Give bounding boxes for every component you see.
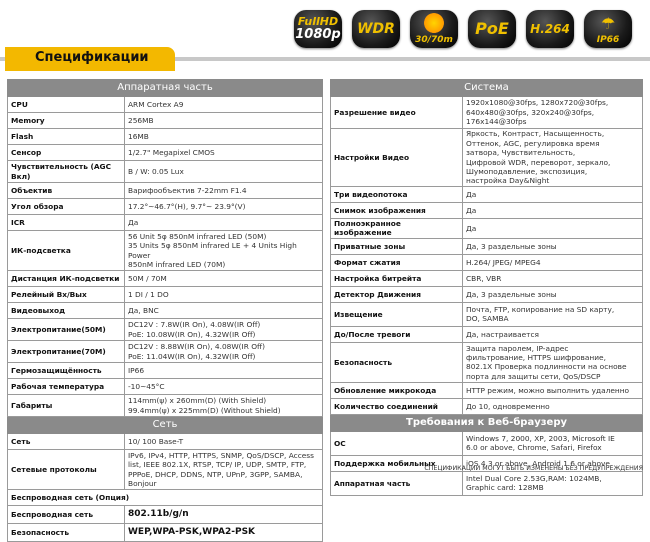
spec-row bbox=[8, 450, 323, 490]
spec-label: Безопасность bbox=[8, 524, 125, 542]
spec-value: 1 DI / 1 DO bbox=[125, 287, 323, 303]
spec-value: -10~45°C bbox=[125, 379, 323, 395]
spec-label: Детектор Движения bbox=[331, 286, 463, 302]
spec-value: 10/ 100 Base-T bbox=[125, 434, 323, 450]
spec-value: Да, настраивается bbox=[463, 326, 643, 342]
section-header bbox=[8, 80, 323, 97]
spec-value: DC12V : 8.88W(IR On), 4.08W(IR Off) PoE: 11.04W(IR On), 4.32W(IR Off) bbox=[125, 341, 323, 363]
section-title: Требования к Веб-браузеру bbox=[331, 414, 643, 431]
spec-label: До/После тревоги bbox=[331, 326, 463, 342]
spec-row bbox=[331, 187, 643, 203]
ip-label: IP66 bbox=[596, 35, 620, 45]
spec-row bbox=[331, 302, 643, 326]
spec-row bbox=[331, 129, 643, 187]
spec-label: Угол обзора bbox=[8, 199, 125, 215]
left-spec-table bbox=[7, 79, 323, 542]
spec-row bbox=[331, 219, 643, 239]
spec-label: Гермозащищённость bbox=[8, 363, 125, 379]
spec-label: Три видеопотока bbox=[331, 187, 463, 203]
spec-value: 16MB bbox=[125, 129, 323, 145]
spec-row bbox=[331, 342, 643, 382]
title-bar bbox=[0, 47, 650, 71]
spec-row bbox=[331, 254, 643, 270]
spec-value: ARM Cortex A9 bbox=[125, 97, 323, 113]
spec-value: До 10, одновременно bbox=[463, 398, 643, 414]
spec-value: Да, 3 раздельные зоны bbox=[463, 286, 643, 302]
spec-value: CBR, VBR bbox=[463, 270, 643, 286]
spec-row bbox=[8, 379, 323, 395]
title-tab bbox=[5, 47, 175, 71]
fullhd-badge-icon bbox=[294, 10, 342, 48]
spec-label: Релейный Вх/Вых bbox=[8, 287, 125, 303]
spec-label: Беспроводная сеть (Опция) bbox=[8, 490, 323, 506]
spec-row bbox=[331, 398, 643, 414]
spec-row bbox=[8, 434, 323, 450]
spec-value: Windows 7, 2000, XP, 2003, Microsoft IE 6.0 or above, Chrome, Safari, Firefox bbox=[463, 431, 643, 455]
spec-row bbox=[8, 97, 323, 113]
spec-value: 50M / 70M bbox=[125, 271, 323, 287]
spec-label: Настройка битрейта bbox=[331, 270, 463, 286]
section-header bbox=[331, 414, 643, 431]
spec-row bbox=[331, 286, 643, 302]
spec-label: Электропитание(70M) bbox=[8, 341, 125, 363]
spec-row bbox=[8, 319, 323, 341]
section-header bbox=[8, 417, 323, 434]
spec-value: 256MB bbox=[125, 113, 323, 129]
spec-row bbox=[8, 395, 323, 417]
spec-value: 17.2°~46.7°(H), 9.7°~ 23.9°(V) bbox=[125, 199, 323, 215]
ir-range-badge-icon bbox=[410, 10, 458, 48]
fullhd-resolution: 1080p bbox=[295, 27, 341, 42]
spec-value: iOS 4.3 or above, Android 1.6 or above. bbox=[463, 455, 643, 471]
spec-row bbox=[8, 145, 323, 161]
h264-badge-icon bbox=[526, 10, 574, 48]
spec-label: Flash bbox=[8, 129, 125, 145]
feature-badges bbox=[290, 10, 650, 48]
disclaimer-note: СПЕЦИФИКАЦИИ МОГУТ БЫТЬ ИЗМЕНЕНЫ БЕЗ ПРЕДУПРЕЖДЕНИЯ bbox=[424, 465, 643, 472]
ip66-badge-icon bbox=[584, 10, 632, 48]
spec-value: WEP,WPA-PSK,WPA2-PSK bbox=[125, 524, 323, 542]
right-spec-table bbox=[330, 79, 643, 496]
spec-value: Да bbox=[463, 219, 643, 239]
wdr-label: WDR bbox=[357, 21, 395, 37]
spec-row bbox=[8, 341, 323, 363]
spec-value: Почта, FTP, копирование на SD карту, DO, SAMBA bbox=[463, 302, 643, 326]
spec-label: Снимок изображения bbox=[331, 203, 463, 219]
spec-value: Intel Dual Core 2.53G,RAM: 1024MB, Graphic card: 128MB bbox=[463, 471, 643, 495]
spec-label: Аппаратная часть bbox=[331, 471, 463, 495]
spec-row bbox=[8, 231, 323, 271]
spec-row bbox=[8, 113, 323, 129]
fullhd-label: FullHD bbox=[297, 15, 339, 28]
spec-row bbox=[8, 287, 323, 303]
spec-label: Дистанция ИК-подсветки bbox=[8, 271, 125, 287]
spec-value: DC12V : 7.8W(IR On), 4.08W(IR Off) PoE: 10.08W(IR On), 4.32W(IR Off) bbox=[125, 319, 323, 341]
spec-label: Рабочая температура bbox=[8, 379, 125, 395]
spec-label: Memory bbox=[8, 113, 125, 129]
spec-row bbox=[331, 238, 643, 254]
spec-label: Сенсор bbox=[8, 145, 125, 161]
codec-label: H.264 bbox=[530, 22, 570, 36]
page-title: Спецификации bbox=[35, 50, 149, 65]
spec-row bbox=[331, 326, 643, 342]
spec-value: Варифообъектив 7-22mm F1.4 bbox=[125, 183, 323, 199]
spec-value: 56 Unit 5φ 850nM infrared LED (50M) 35 Units 5φ 850nM infrared LE + 4 Units High Power 850nM infrared LED (70M) bbox=[125, 231, 323, 271]
spec-label: Настройки Видео bbox=[331, 129, 463, 187]
section-title: Сеть bbox=[8, 417, 323, 434]
spec-label: Объектив bbox=[8, 183, 125, 199]
section-header bbox=[331, 80, 643, 97]
spec-value: Да bbox=[463, 187, 643, 203]
section-title: Система bbox=[331, 80, 643, 97]
spec-row bbox=[8, 129, 323, 145]
spec-row bbox=[8, 363, 323, 379]
spec-label: Обновление микрокода bbox=[331, 382, 463, 398]
spec-label: CPU bbox=[8, 97, 125, 113]
spec-value: H.264/ JPEG/ MPEG4 bbox=[463, 254, 643, 270]
spec-row bbox=[8, 161, 323, 183]
spec-value: 114mm(ψ) x 260mm(D) (With Shield) 99.4mm(ψ) x 225mm(D) (Without Shield) bbox=[125, 395, 323, 417]
spec-row bbox=[331, 203, 643, 219]
spec-row bbox=[8, 215, 323, 231]
water-drop-icon: ☂ bbox=[601, 14, 616, 33]
spec-row bbox=[331, 471, 643, 495]
spec-value: Да bbox=[463, 203, 643, 219]
spec-label: Приватные зоны bbox=[331, 238, 463, 254]
spec-label: Поддержка мобильных bbox=[331, 455, 463, 471]
spec-value: Защита паролем, IP-адрес фильтрование, HTTPS шифрование, 802.1X Проверка подлинности на основе порта для защиты сети, QoS/DSCP bbox=[463, 342, 643, 382]
spec-label: Сеть bbox=[8, 434, 125, 450]
section-title: Аппаратная часть bbox=[8, 80, 323, 97]
spec-value: 1920x1080@30fps, 1280x720@30fps, 640x480@30fps, 320x240@30fps, 176x144@30fps bbox=[463, 97, 643, 129]
spec-row bbox=[8, 183, 323, 199]
spec-value: IP66 bbox=[125, 363, 323, 379]
spec-label: Сетевые протоколы bbox=[8, 450, 125, 490]
spec-row bbox=[8, 271, 323, 287]
spec-row bbox=[331, 270, 643, 286]
ir-range-label: 30/70m bbox=[415, 35, 453, 45]
spec-label: ИК-подсветка bbox=[8, 231, 125, 271]
spec-value: Да, BNC bbox=[125, 303, 323, 319]
spec-row bbox=[331, 382, 643, 398]
wdr-badge-icon bbox=[352, 10, 400, 48]
spec-row bbox=[8, 506, 323, 524]
right-spec-column bbox=[330, 79, 643, 496]
spec-label: Электропитание(50M) bbox=[8, 319, 125, 341]
sun-icon bbox=[424, 13, 444, 33]
spec-label: Безопасность bbox=[331, 342, 463, 382]
spec-row bbox=[331, 431, 643, 455]
left-spec-column bbox=[7, 79, 323, 542]
spec-label: Извещение bbox=[331, 302, 463, 326]
spec-value: IPv6, IPv4, HTTP, HTTPS, SNMP, QoS/DSCP, Access list, IEEE 802.1X, RTSP, TCP/ IP, UDP, SMTP, FTP, PPPoE, DHCP, DDNS, NTP, UPnP, 3GPP, SAMBA, Bonjour bbox=[125, 450, 323, 490]
spec-label: Разрешение видео bbox=[331, 97, 463, 129]
spec-row bbox=[331, 97, 643, 129]
spec-value: Да bbox=[125, 215, 323, 231]
spec-label: Видеовыход bbox=[8, 303, 125, 319]
spec-label: Чувствительность (AGC Вкл) bbox=[8, 161, 125, 183]
spec-label: Габариты bbox=[8, 395, 125, 417]
spec-row bbox=[8, 490, 323, 506]
spec-label: ICR bbox=[8, 215, 125, 231]
spec-value: Да, 3 раздельные зоны bbox=[463, 238, 643, 254]
spec-row bbox=[8, 199, 323, 215]
spec-label: ОС bbox=[331, 431, 463, 455]
spec-label: Формат сжатия bbox=[331, 254, 463, 270]
spec-label: Полноэкранное изображение bbox=[331, 219, 463, 239]
spec-row bbox=[8, 303, 323, 319]
spec-value: Яркость, Контраст, Насыщенность, Оттенок, AGC, регулировка время затвора, Чувствительность, Цифровой WDR, переворот, зеркало, Шумоподавление, экспозиция, настройка Day&Night bbox=[463, 129, 643, 187]
poe-badge-icon bbox=[468, 10, 516, 48]
spec-value: HTTP режим, можно выполнить удаленно bbox=[463, 382, 643, 398]
spec-label: Количество соединений bbox=[331, 398, 463, 414]
spec-value: 802.11b/g/n bbox=[125, 506, 323, 524]
spec-value: B / W: 0.05 Lux bbox=[125, 161, 323, 183]
spec-row bbox=[8, 524, 323, 542]
spec-label: Беспроводная сеть bbox=[8, 506, 125, 524]
poe-label: PoE bbox=[475, 19, 509, 38]
spec-value: 1/2.7" Megapixel CMOS bbox=[125, 145, 323, 161]
